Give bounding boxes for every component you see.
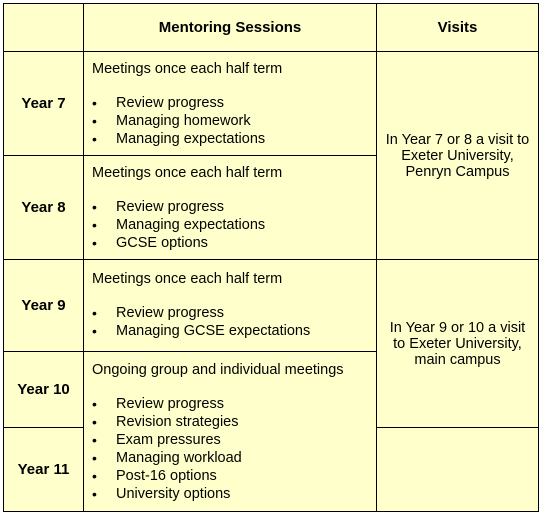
visit-year-9-10-cell: [376, 259, 539, 428]
year-10-cell: [3, 351, 84, 428]
list-item: • GCSE options: [92, 234, 265, 252]
year-8-cell: [3, 155, 84, 260]
visit-year-11-cell: [376, 427, 539, 512]
list-item: • Review progress: [92, 304, 310, 322]
list-item: • Review progress: [92, 198, 265, 216]
visit-year-9-10-text: In Year 9 or 10 a visit to Exeter University, main campus: [389, 319, 526, 368]
header-mentoring-label: Mentoring Sessions: [158, 19, 302, 36]
year-11-label: Year 11: [17, 461, 70, 478]
list-item: • Review progress: [92, 395, 242, 413]
year-10-label: Year 10: [17, 381, 70, 398]
list-item: • Review progress: [92, 94, 265, 112]
list-item: • Managing expectations: [92, 216, 265, 234]
header-mentoring-cell: [83, 3, 377, 52]
list-item: • Exam pressures: [92, 431, 242, 449]
list-item: • Managing homework: [92, 112, 265, 130]
list-item: • Managing GCSE expectations: [92, 322, 310, 340]
list-item: • Managing expectations: [92, 130, 265, 148]
list-item: • Managing workload: [92, 449, 242, 467]
session-year-8-list: [92, 198, 265, 252]
visit-year-7-8-text: In Year 7 or 8 a visit to Exeter University, Penryn Campus: [385, 131, 530, 180]
session-year-9-intro: Meetings once each half term: [92, 271, 283, 287]
session-year-9-list: [92, 304, 310, 340]
year-8-label: Year 8: [21, 199, 66, 216]
year-7-cell: [3, 51, 84, 156]
list-item: • Revision strategies: [92, 413, 242, 431]
header-visits-cell: [376, 3, 539, 52]
year-7-label: Year 7: [21, 95, 66, 112]
year-11-cell: [3, 427, 84, 512]
year-9-label: Year 9: [21, 297, 66, 314]
list-item: • University options: [92, 485, 242, 503]
visit-year-7-8-cell: [376, 51, 539, 260]
session-year-7-list: [92, 94, 265, 148]
session-year-10-11-intro: Ongoing group and individual meetings: [92, 362, 344, 378]
header-blank-cell: [3, 3, 84, 52]
session-year-8-intro: Meetings once each half term: [92, 165, 283, 181]
session-year-7-intro: Meetings once each half term: [92, 61, 283, 77]
list-item: • Post-16 options: [92, 467, 242, 485]
year-9-cell: [3, 259, 84, 352]
session-year-10-11-list: [92, 395, 242, 503]
header-visits-label: Visits: [437, 19, 478, 36]
